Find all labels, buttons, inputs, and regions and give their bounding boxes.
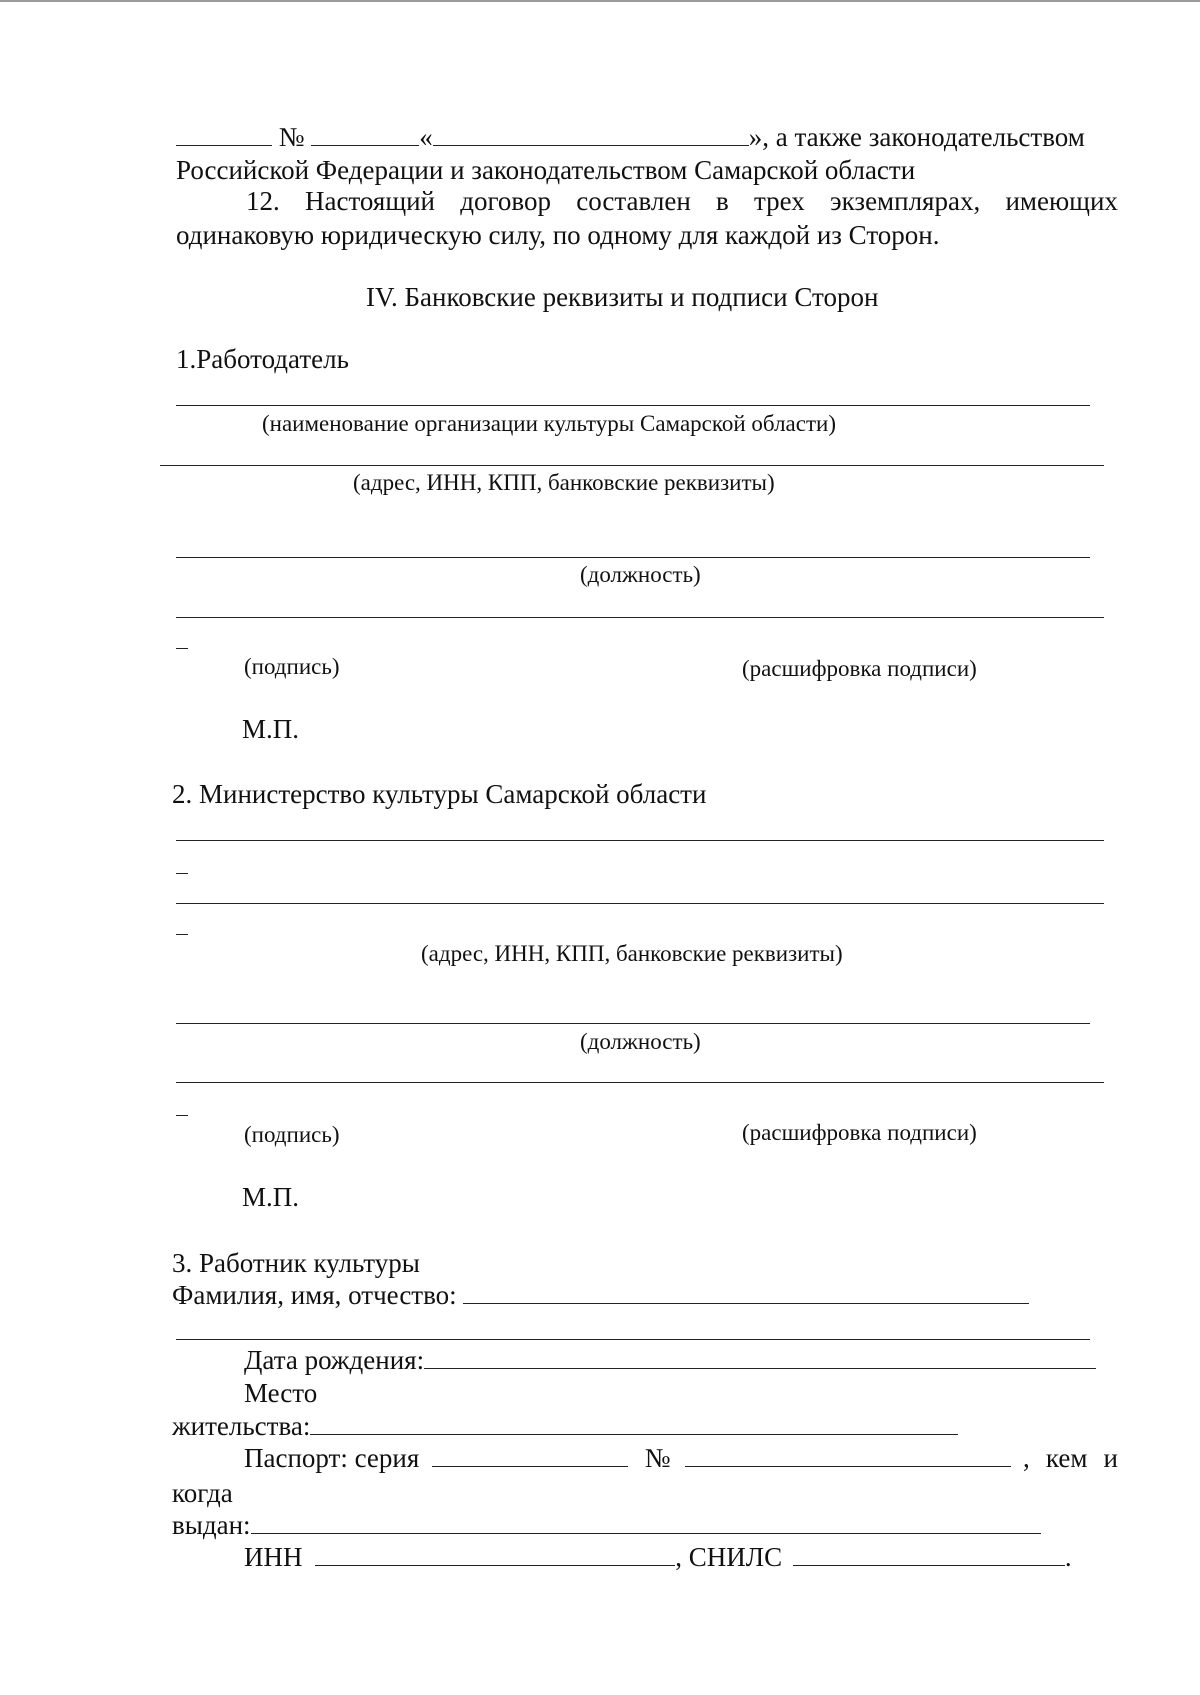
ministry-position-line	[176, 1023, 1090, 1024]
worker-end-dot: .	[1064, 1542, 1072, 1572]
worker-issued-when: когда	[172, 1478, 233, 1508]
ministry-dash-2	[176, 934, 188, 935]
employer-dash	[176, 648, 188, 649]
worker-issued-row	[172, 1512, 1041, 1539]
worker-passport-row	[244, 1445, 1011, 1472]
clause-12-word: составлен	[576, 186, 691, 216]
worker-passport-no-sign: №	[644, 1443, 671, 1473]
intro-blank-title	[433, 125, 749, 146]
clause-12-word: имеющих	[1005, 186, 1118, 216]
employer-position-line	[176, 557, 1090, 558]
ministry-address-line	[176, 903, 1104, 904]
clause-12-line-2: одинаковую юридическую силу, по одному для каждой из Сторон.	[176, 220, 940, 250]
employer-heading: 1.Работодатель	[176, 344, 349, 374]
clause-12-word: в	[716, 186, 729, 216]
worker-issued-field[interactable]	[251, 1513, 1041, 1534]
worker-passport-series-field[interactable]	[432, 1446, 628, 1467]
ministry-signature-caption: (подпись)	[244, 1122, 340, 1147]
worker-fio-row	[172, 1282, 1029, 1309]
ministry-line-1	[176, 840, 1104, 841]
worker-residence-field[interactable]	[310, 1414, 958, 1435]
ministry-signature-line	[176, 1082, 1104, 1083]
worker-issued-i: и	[1103, 1443, 1118, 1473]
employer-stamp: М.П.	[242, 714, 300, 744]
worker-issued-kem: кем	[1045, 1443, 1088, 1473]
worker-fio-line-2[interactable]	[176, 1339, 1090, 1340]
intro-close-tail: », а также законодательством	[748, 122, 1085, 152]
employer-org-caption: (наименование организации культуры Самарской области)	[262, 411, 836, 436]
worker-birth-field[interactable]	[424, 1348, 1096, 1369]
worker-inn-row	[244, 1544, 1072, 1571]
employer-address-caption: (адрес, ИНН, КПП, банковские реквизиты)	[353, 470, 775, 495]
worker-residence-label-1: Место	[244, 1378, 318, 1408]
employer-signature-caption: (подпись)	[244, 654, 340, 679]
clause-12-word: договор	[460, 186, 551, 216]
employer-signature-line	[176, 617, 1104, 618]
worker-birth-label: Дата рождения:	[244, 1345, 425, 1375]
intro-number-sign: №	[278, 122, 305, 152]
worker-passport-number-field[interactable]	[685, 1446, 1011, 1467]
worker-residence-label-2: жительства:	[172, 1411, 311, 1441]
employer-position-caption: (должность)	[580, 562, 701, 587]
ministry-dash-1	[176, 873, 188, 874]
intro-open-quote: «	[419, 122, 433, 152]
worker-issued-comma: ,	[1023, 1443, 1030, 1473]
clause-12-word: экземплярах,	[830, 186, 981, 216]
worker-issued-label: выдан:	[172, 1510, 251, 1540]
worker-issued-by	[1023, 1445, 1118, 1472]
worker-snils-field[interactable]	[793, 1545, 1065, 1566]
clause-12-word: 12.	[246, 186, 280, 216]
page-top-border	[0, 0, 1200, 2]
clause-12-word: трех	[754, 186, 805, 216]
section-title: IV. Банковские реквизиты и подписи Сторон	[366, 282, 879, 312]
worker-residence-row	[172, 1413, 958, 1440]
ministry-dash-3	[176, 1115, 188, 1116]
worker-fio-field[interactable]	[463, 1283, 1029, 1304]
ministry-address-caption: (адрес, ИНН, КПП, банковские реквизиты)	[421, 941, 843, 966]
worker-inn-field[interactable]	[315, 1545, 675, 1566]
worker-inn-label: ИНН	[244, 1542, 303, 1572]
intro-blank-number	[311, 125, 419, 146]
ministry-position-caption: (должность)	[580, 1029, 701, 1054]
intro-blank-date	[176, 125, 272, 146]
employer-address-line	[160, 465, 1104, 466]
ministry-decoding-caption: (расшифровка подписи)	[742, 1120, 977, 1145]
clause-12-line-1	[246, 188, 1118, 215]
intro-line-1	[176, 124, 1085, 151]
employer-decoding-caption: (расшифровка подписи)	[742, 656, 977, 681]
worker-snils-label: , СНИЛС	[675, 1542, 783, 1572]
worker-fio-label: Фамилия, имя, отчество:	[172, 1280, 457, 1310]
worker-passport-label: Паспорт: серия	[244, 1443, 420, 1473]
employer-org-line	[176, 405, 1090, 406]
worker-heading: 3. Работник культуры	[172, 1248, 420, 1278]
intro-line-2: Российской Федерации и законодательством Самарской области	[176, 155, 916, 185]
clause-12-word: Настоящий	[305, 186, 436, 216]
worker-birth-row	[244, 1347, 1096, 1374]
ministry-heading: 2. Министерство культуры Самарской области	[172, 779, 707, 809]
ministry-stamp: М.П.	[242, 1182, 300, 1212]
